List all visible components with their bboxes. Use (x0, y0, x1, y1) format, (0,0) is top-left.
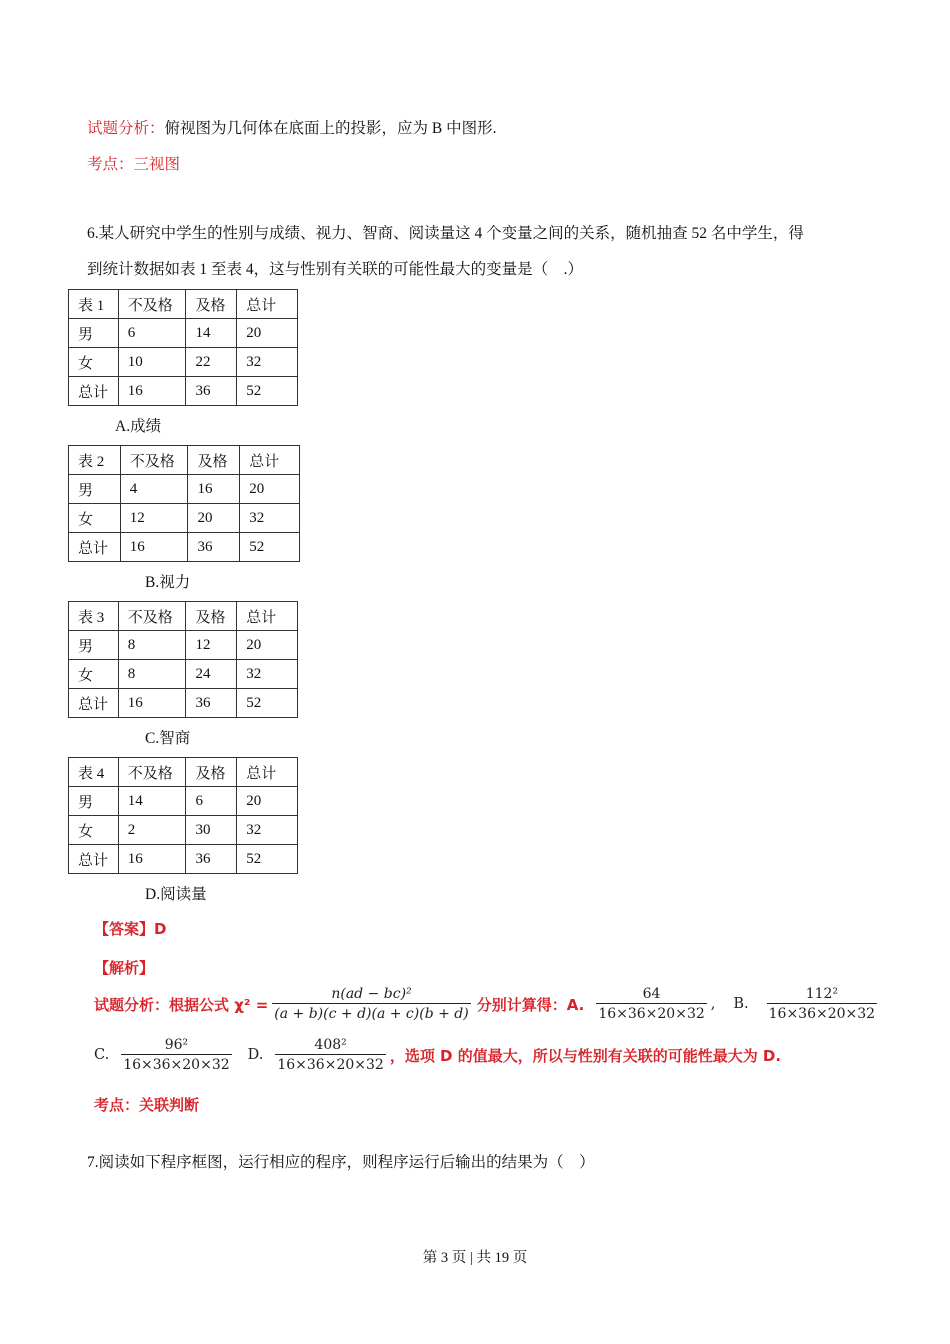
prev-kp-text: 三视图 (133, 156, 181, 173)
q7-stem: 7.阅读如下程序框图，运行相应的程序，则程序运行后输出的结果为（ ） (87, 1154, 595, 1171)
prev-kp-label: 考点： (87, 156, 134, 173)
table-row (69, 377, 298, 406)
table-1-caption: A.成绩 (115, 418, 162, 435)
table-cell: 总计 (240, 446, 300, 475)
formula-denominator: (a + b)(c + d)(a + c)(b + d) (272, 1003, 470, 1022)
table-cell: 14 (186, 319, 237, 348)
option-b-label: B. (733, 996, 749, 1012)
option-a-denominator: 16×36×20×32 (596, 1003, 706, 1022)
table-row (69, 758, 298, 787)
table-cell: 36 (186, 689, 237, 718)
table-cell: 及格 (188, 446, 240, 475)
table-cell: 表 3 (69, 602, 119, 631)
table-cell: 52 (237, 845, 298, 874)
table-cell: 20 (237, 787, 298, 816)
table-cell: 总计 (69, 689, 119, 718)
table-cell: 总计 (237, 602, 298, 631)
table-row (69, 504, 300, 533)
table-cell: 及格 (186, 602, 237, 631)
analysis-heading: 【解析】 (94, 959, 155, 977)
option-c-numerator: 96² (164, 1037, 189, 1053)
table-cell: 16 (118, 689, 186, 718)
table-cell: 女 (69, 660, 119, 689)
table-cell: 12 (120, 504, 188, 533)
table-cell: 总计 (69, 845, 119, 874)
table-cell: 6 (118, 319, 186, 348)
table-cell: 表 4 (69, 758, 119, 787)
prev-analysis-text: 俯视图为几何体在底面上的投影，应为 B 中图形. (164, 120, 497, 137)
table-row (69, 533, 300, 562)
table-cell: 36 (186, 377, 237, 406)
table-row (69, 348, 298, 377)
analysis-conclusion: ，选项 D 的值最大，所以与性别有关联的可能性最大为 D. (389, 1046, 782, 1065)
table-cell: 32 (237, 816, 298, 845)
option-d-denominator: 16×36×20×32 (275, 1054, 385, 1073)
page-footer: 第 3 页 | 共 19 页 (422, 1250, 528, 1266)
table-cell: 20 (188, 504, 240, 533)
table-cell: 男 (69, 319, 119, 348)
table-cell: 不及格 (120, 446, 188, 475)
table-cell: 总计 (69, 533, 121, 562)
formula-numerator: n(ad − bc)² (331, 986, 412, 1002)
table-4-caption: D.阅读量 (145, 886, 207, 903)
table-cell: 6 (186, 787, 237, 816)
table-cell: 52 (240, 533, 300, 562)
option-a-fraction (596, 986, 706, 1022)
table-cell: 男 (69, 787, 119, 816)
table-row (69, 475, 300, 504)
table-cell: 女 (69, 348, 119, 377)
option-c-fraction (121, 1037, 231, 1073)
option-c-denominator: 16×36×20×32 (121, 1054, 231, 1073)
table-cell: 及格 (186, 758, 237, 787)
table-cell: 总计 (69, 377, 119, 406)
table-4 (68, 757, 298, 874)
table-row (69, 816, 298, 845)
option-d-label: D. (247, 1047, 264, 1063)
table-cell: 14 (118, 787, 186, 816)
table-cell: 12 (186, 631, 237, 660)
table-row (69, 787, 298, 816)
table-cell: 22 (186, 348, 237, 377)
option-d-numerator: 408² (314, 1037, 347, 1053)
analysis-mid: 分别计算得：A. (476, 995, 585, 1014)
table-cell: 24 (186, 660, 237, 689)
table-cell: 总计 (237, 290, 298, 319)
table-cell: 女 (69, 816, 119, 845)
q6-stem-line1: 6.某人研究中学生的性别与成绩、视力、智商、阅读量这 4 个变量之间的关系，随机抽查 52 名中学生，得 (87, 225, 804, 242)
analysis-intro: 试题分析：根据公式 χ² = (94, 995, 269, 1014)
table-cell: 4 (120, 475, 188, 504)
option-d-fraction (275, 1037, 385, 1073)
table-2-caption: B.视力 (145, 574, 191, 591)
answer: 【答案】D (94, 920, 167, 938)
table-1 (68, 289, 298, 406)
table-cell: 10 (118, 348, 186, 377)
option-a-numerator: 64 (642, 986, 661, 1002)
table-cell: 32 (240, 504, 300, 533)
table-cell: 20 (240, 475, 300, 504)
table-cell: 2 (118, 816, 186, 845)
table-row (69, 602, 298, 631)
table-cell: 8 (118, 631, 186, 660)
option-b-denominator: 16×36×20×32 (767, 1003, 877, 1022)
table-row (69, 290, 298, 319)
table-cell: 16 (118, 377, 186, 406)
table-cell: 不及格 (118, 602, 186, 631)
table-cell: 及格 (186, 290, 237, 319)
table-row (69, 631, 298, 660)
option-b-fraction (767, 986, 877, 1022)
chi-square-formula (272, 986, 470, 1022)
q6-knowledge-point: 考点：关联判断 (94, 1096, 200, 1114)
q6-stem-line2: 到统计数据如表 1 至表 4，这与性别有关联的可能性最大的变量是（ .） (87, 261, 584, 278)
table-cell: 男 (69, 475, 121, 504)
table-row (69, 689, 298, 718)
table-cell: 52 (237, 689, 298, 718)
analysis-options-line (94, 1037, 781, 1073)
analysis-formula-line: 试题分析：根据公式 χ² = $\frac{\text{n(ad − bc)²}}{(a + b)(c + d)(a + c)(b + d)}$ 分别计算得：A. $\frac{64}{16\times 36\times 20\times 32}$ , B. $\frac{\text{112²}}{16\times 36\times 20\times 32}$ (94, 986, 876, 1022)
table-cell: 不及格 (118, 290, 186, 319)
table-row (69, 660, 298, 689)
table-cell: 16 (188, 475, 240, 504)
table-cell: 20 (237, 631, 298, 660)
prev-knowledge-point (87, 152, 180, 174)
prev-analysis (87, 116, 496, 138)
table-cell: 不及格 (118, 758, 186, 787)
table-cell: 16 (120, 533, 188, 562)
table-cell: 32 (237, 348, 298, 377)
table-row (69, 319, 298, 348)
table-cell: 表 2 (69, 446, 121, 475)
option-c-label: C. (94, 1047, 110, 1063)
table-cell: 36 (186, 845, 237, 874)
table-cell: 52 (237, 377, 298, 406)
table-cell: 女 (69, 504, 121, 533)
table-cell: 表 1 (69, 290, 119, 319)
table-row (69, 446, 300, 475)
table-3 (68, 601, 298, 718)
table-cell: 男 (69, 631, 119, 660)
table-cell: 32 (237, 660, 298, 689)
table-cell: 16 (118, 845, 186, 874)
table-2 (68, 445, 300, 562)
table-cell: 36 (188, 533, 240, 562)
prev-analysis-label: 试题分析： (87, 120, 165, 137)
table-cell: 30 (186, 816, 237, 845)
table-cell: 8 (118, 660, 186, 689)
table-3-caption: C.智商 (145, 730, 191, 747)
table-cell: 总计 (237, 758, 298, 787)
table-row (69, 845, 298, 874)
option-b-numerator: 112² (805, 986, 839, 1002)
table-cell: 20 (237, 319, 298, 348)
